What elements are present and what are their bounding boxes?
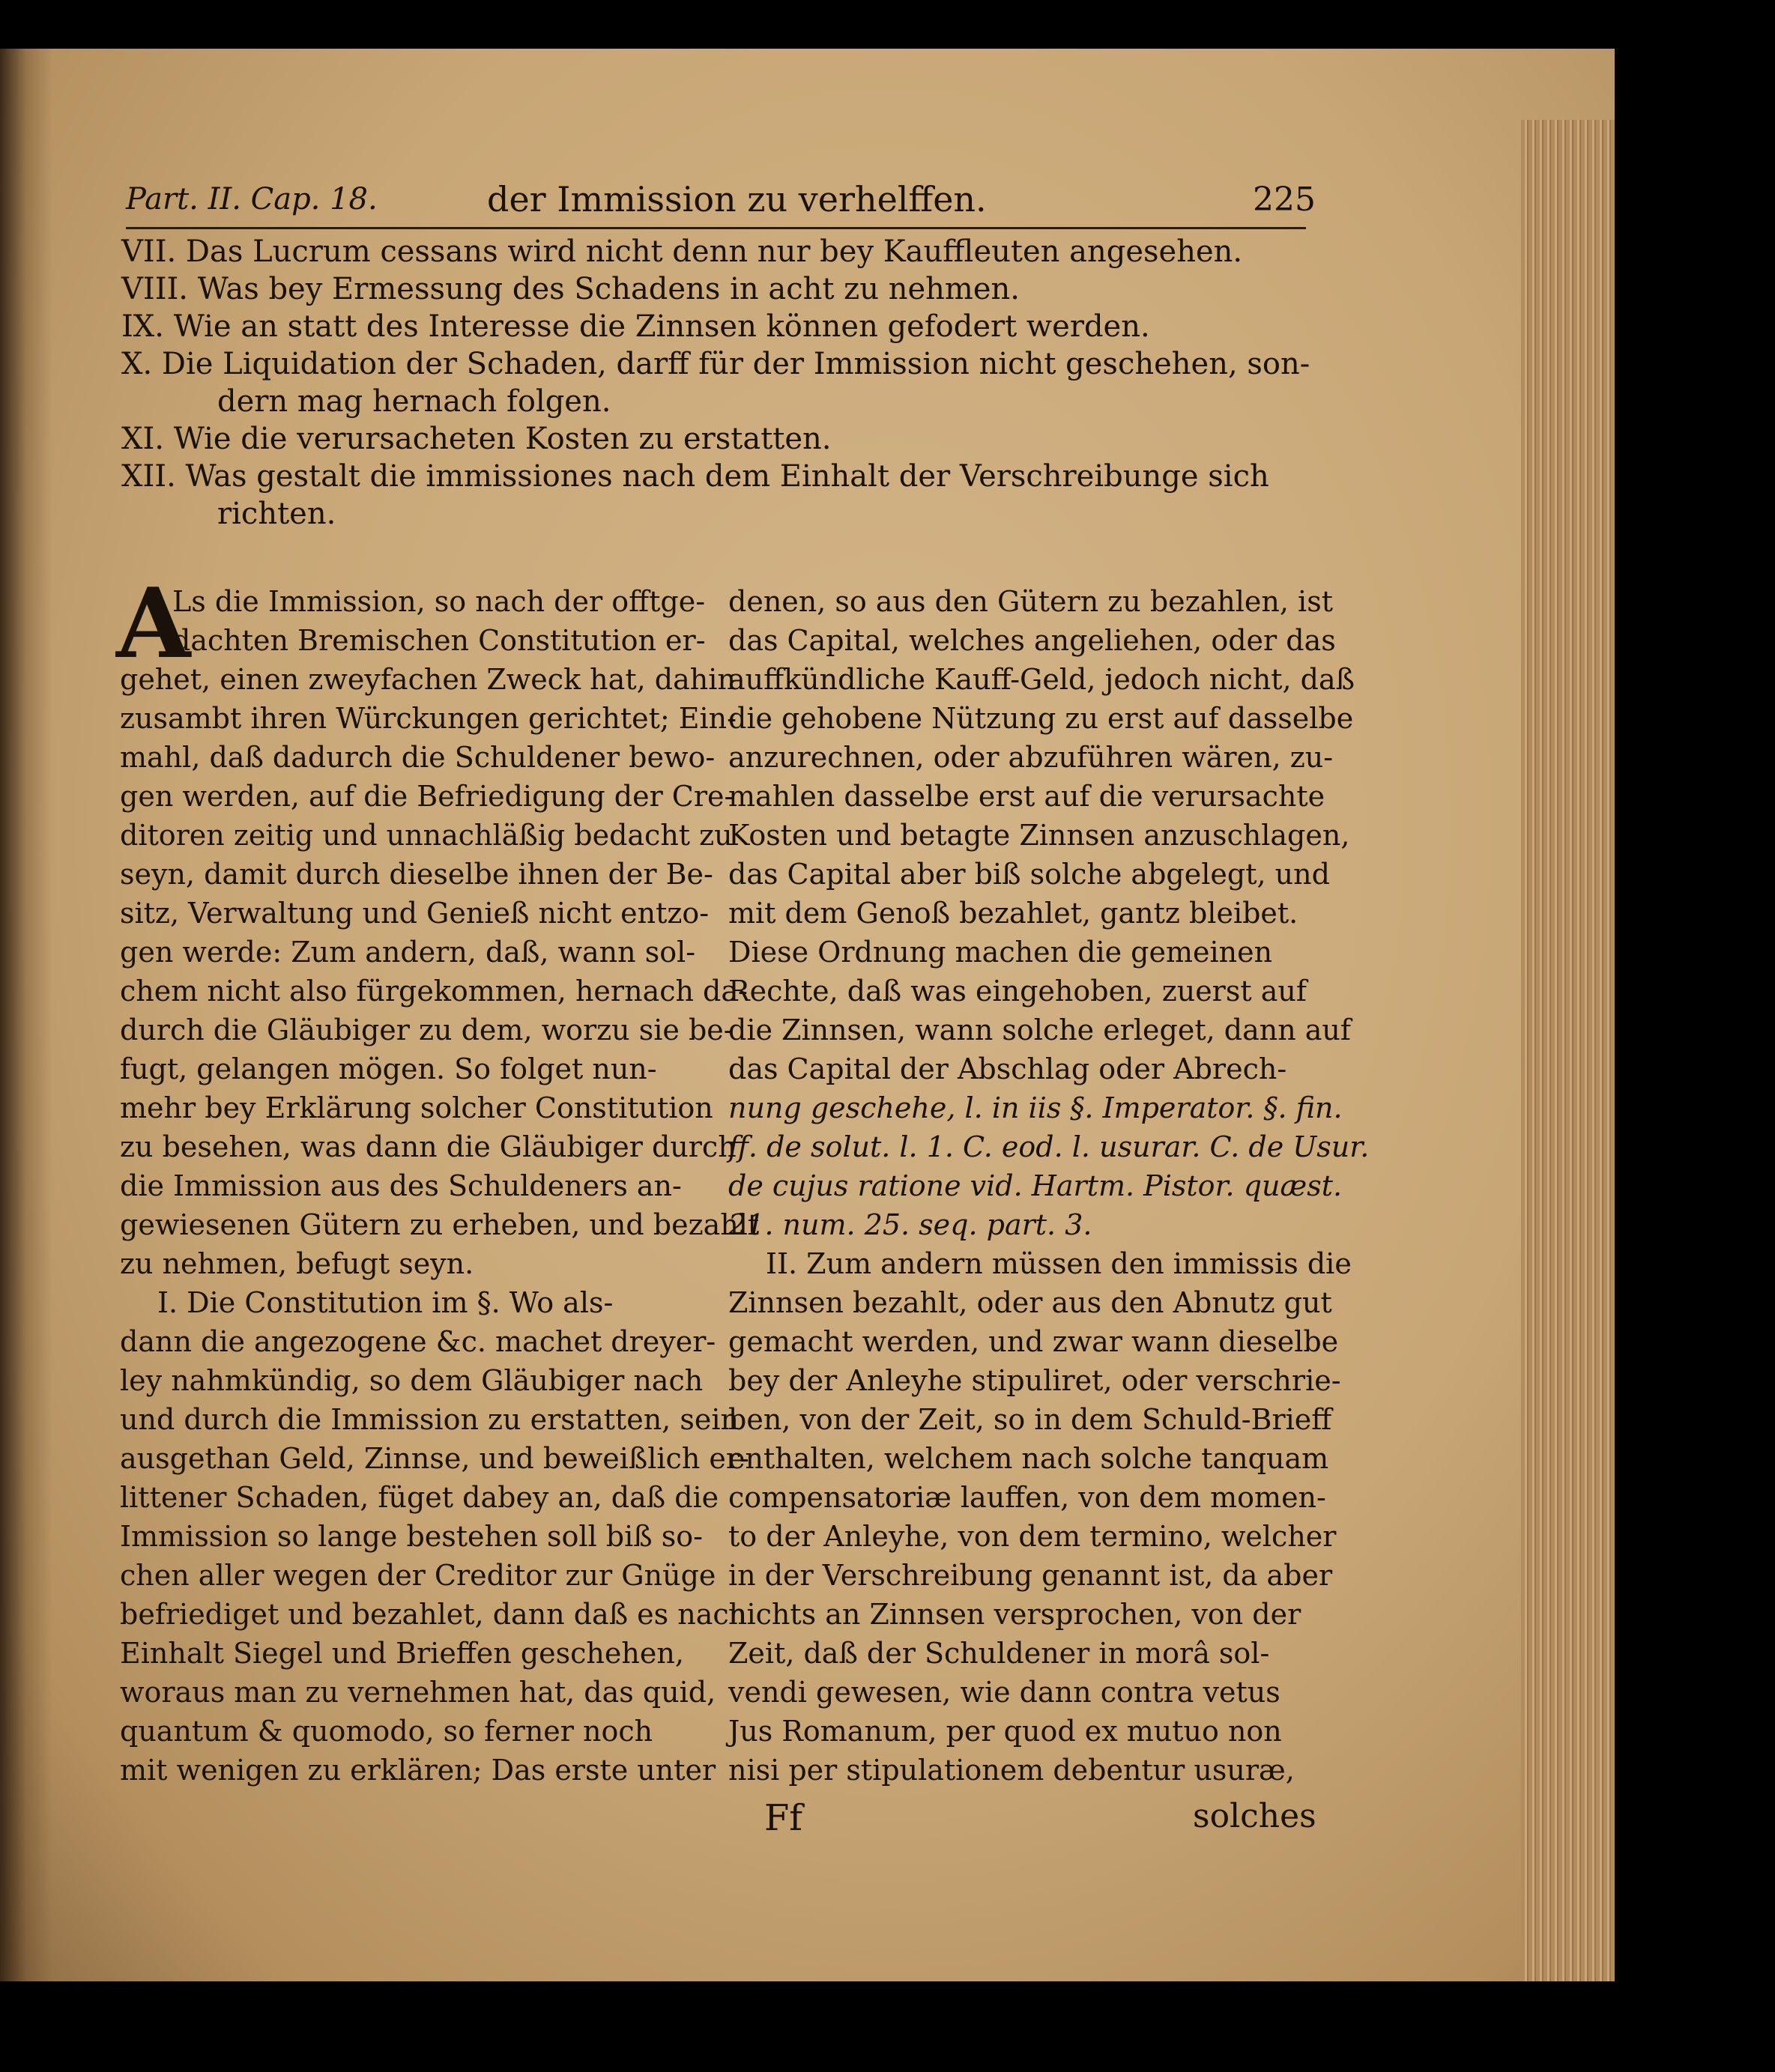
text-line: Zeit, daß der Schuldener in morâ sol- xyxy=(728,1637,1270,1670)
running-head-title: der Immission zu verhelffen. xyxy=(487,179,987,219)
citation-line: de cujus ratione vid. Hartm. Pistor. quæst. xyxy=(728,1169,1343,1202)
toc-item-10-cont: dern mag hernach folgen. xyxy=(217,384,611,419)
catchword: solches xyxy=(1193,1797,1316,1835)
toc-item-11: XI. Wie die verursacheten Kosten zu erstatten. xyxy=(121,422,832,456)
text-line: II. Zum andern müssen den immissis die xyxy=(766,1247,1352,1280)
text-line: zusambt ihren Würckungen gerichtet; Ein- xyxy=(120,702,737,735)
text-line: seyn, damit durch dieselbe ihnen der Be- xyxy=(120,858,713,891)
page-edges xyxy=(1521,120,1615,1981)
text-line: und durch die Immission zu erstatten, sein xyxy=(120,1403,739,1436)
text-line: ley nahmkündig, so dem Gläubiger nach xyxy=(120,1364,704,1397)
text-line: mahlen dasselbe erst auf die verursachte xyxy=(728,780,1325,813)
left-column xyxy=(120,582,760,1790)
citation-line: 21. num. 25. seq. part. 3. xyxy=(728,1208,1092,1241)
text-line: nisi per stipulationem debentur usuræ, xyxy=(728,1754,1295,1787)
text-line: auffkündliche Kauff-Geld, jedoch nicht, daß xyxy=(728,663,1355,696)
text-line: enthalten, welchem nach solche tanquam xyxy=(728,1442,1329,1475)
text-line: durch die Gläubiger zu dem, worzu sie be- xyxy=(120,1014,734,1046)
text-line: ausgethan Geld, Zinnse, und beweißlich er- xyxy=(120,1442,749,1475)
text-line: die Immission aus des Schuldeners an- xyxy=(120,1169,682,1202)
text-line: das Capital, welches angeliehen, oder das xyxy=(728,624,1336,657)
text-line: befriediget und bezahlet, dann daß es nach xyxy=(120,1598,748,1631)
citation-line: ff. de solut. l. 1. C. eod. l. usurar. C. de Usur. xyxy=(728,1130,1370,1163)
toc-item-12-cont: richten. xyxy=(217,497,336,531)
text-line: Einhalt Siegel und Brieffen geschehen, xyxy=(120,1637,684,1670)
text-line: bey der Anleyhe stipuliret, oder verschrie- xyxy=(728,1364,1341,1397)
spine-shadow xyxy=(0,49,52,1981)
page-number: 225 xyxy=(1253,181,1316,219)
toc-item-12: XII. Was gestalt die immissiones nach dem Einhalt der Verschreibunge sich xyxy=(121,459,1269,494)
text-line: in der Verschreibung genannt ist, da aber xyxy=(728,1559,1333,1592)
text-line: das Capital der Abschlag oder Abrech- xyxy=(728,1052,1287,1085)
text-line: ditoren zeitig und unnachläßig bedacht zu xyxy=(120,819,733,852)
text-line: Kosten und betagte Zinnsen anzuschlagen, xyxy=(728,819,1350,852)
drop-capital: A xyxy=(116,568,191,680)
text-line: chem nicht also fürgekommen, hernach da- xyxy=(120,975,748,1008)
text-line: gehet, einen zweyfachen Zweck hat, dahin xyxy=(120,663,736,696)
header-rule xyxy=(126,227,1306,229)
text-line: chen aller wegen der Creditor zur Gnüge xyxy=(120,1559,716,1592)
running-head-left: Part. II. Cap. 18. xyxy=(126,182,378,216)
text-line: zu besehen, was dann die Gläubiger durch xyxy=(120,1130,737,1163)
text-line: Rechte, daß was eingehoben, zuerst auf xyxy=(728,975,1307,1008)
text-line: Diese Ordnung machen die gemeinen xyxy=(728,936,1273,969)
toc-item-9: IX. Wie an statt des Interesse die Zinnsen können gefodert werden. xyxy=(121,309,1150,344)
text-line: das Capital aber biß solche abgelegt, und xyxy=(728,858,1330,891)
signature-mark: Ff xyxy=(764,1797,803,1839)
text-line: Immission so lange bestehen soll biß so- xyxy=(120,1520,703,1553)
text-line: gen werde: Zum andern, daß, wann sol- xyxy=(120,936,696,969)
text-line: mit wenigen zu erklären; Das erste unter xyxy=(120,1754,716,1787)
book-page xyxy=(0,49,1615,1981)
text-line: sitz, Verwaltung und Genieß nicht entzo- xyxy=(120,897,710,930)
text-line: mehr bey Erklärung solcher Constitution xyxy=(120,1091,713,1124)
text-line: die gehobene Nützung zu erst auf dasselbe xyxy=(728,702,1354,735)
text-line: vendi gewesen, wie dann contra vetus xyxy=(728,1676,1280,1709)
toc-item-7: VII. Das Lucrum cessans wird nicht denn nur bey Kauffleuten angesehen. xyxy=(121,234,1243,269)
text-line: quantum & quomodo, so ferner noch xyxy=(120,1715,653,1748)
text-line: Zinnsen bezahlt, oder aus den Abnutz gut xyxy=(728,1286,1332,1319)
toc-item-10: X. Die Liquidation der Schaden, darff für der Immission nicht geschehen, son- xyxy=(121,347,1310,381)
text-line: gen werden, auf die Befriedigung der Cre- xyxy=(120,780,734,813)
text-line: zu nehmen, befugt seyn. xyxy=(120,1247,474,1280)
text-line: nichts an Zinnsen versprochen, von der xyxy=(728,1598,1301,1631)
text-line: anzurechnen, oder abzuführen wären, zu- xyxy=(728,741,1334,774)
text-line: Ls die Immission, so nach der offtge- xyxy=(172,585,706,618)
text-line: Jus Romanum, per quod ex mutuo non xyxy=(728,1715,1282,1748)
right-column xyxy=(728,582,1370,1790)
text-line: I. Die Constitution im §. Wo als- xyxy=(157,1286,614,1319)
text-line: woraus man zu vernehmen hat, das quid, xyxy=(120,1676,716,1709)
text-line: denen, so aus den Gütern zu bezahlen, ist xyxy=(728,585,1333,618)
text-line: ben, von der Zeit, so in dem Schuld-Brieff xyxy=(728,1403,1332,1436)
text-line: mit dem Genoß bezahlet, gantz bleibet. xyxy=(728,897,1298,930)
text-line: mahl, daß dadurch die Schuldener bewo- xyxy=(120,741,716,774)
citation-line: nung geschehe, l. in iis §. Imperator. §. fin. xyxy=(728,1091,1343,1124)
text-line: gemacht werden, und zwar wann dieselbe xyxy=(728,1325,1339,1358)
text-line: to der Anleyhe, von dem termino, welcher xyxy=(728,1520,1337,1553)
toc-item-8: VIII. Was bey Ermessung des Schadens in acht zu nehmen. xyxy=(121,272,1020,306)
text-line: dann die angezogene &c. machet dreyer- xyxy=(120,1325,716,1358)
text-line: die Zinnsen, wann solche erleget, dann auf xyxy=(728,1014,1351,1046)
text-line: littener Schaden, füget dabey an, daß die xyxy=(120,1481,719,1514)
text-line: dachten Bremischen Constitution er- xyxy=(172,624,706,657)
text-line: fugt, gelangen mögen. So folget nun- xyxy=(120,1052,657,1085)
text-line: gewiesenen Gütern zu erheben, und bezahlt xyxy=(120,1208,760,1241)
text-line: compensatoriæ lauffen, von dem momen- xyxy=(728,1481,1326,1514)
